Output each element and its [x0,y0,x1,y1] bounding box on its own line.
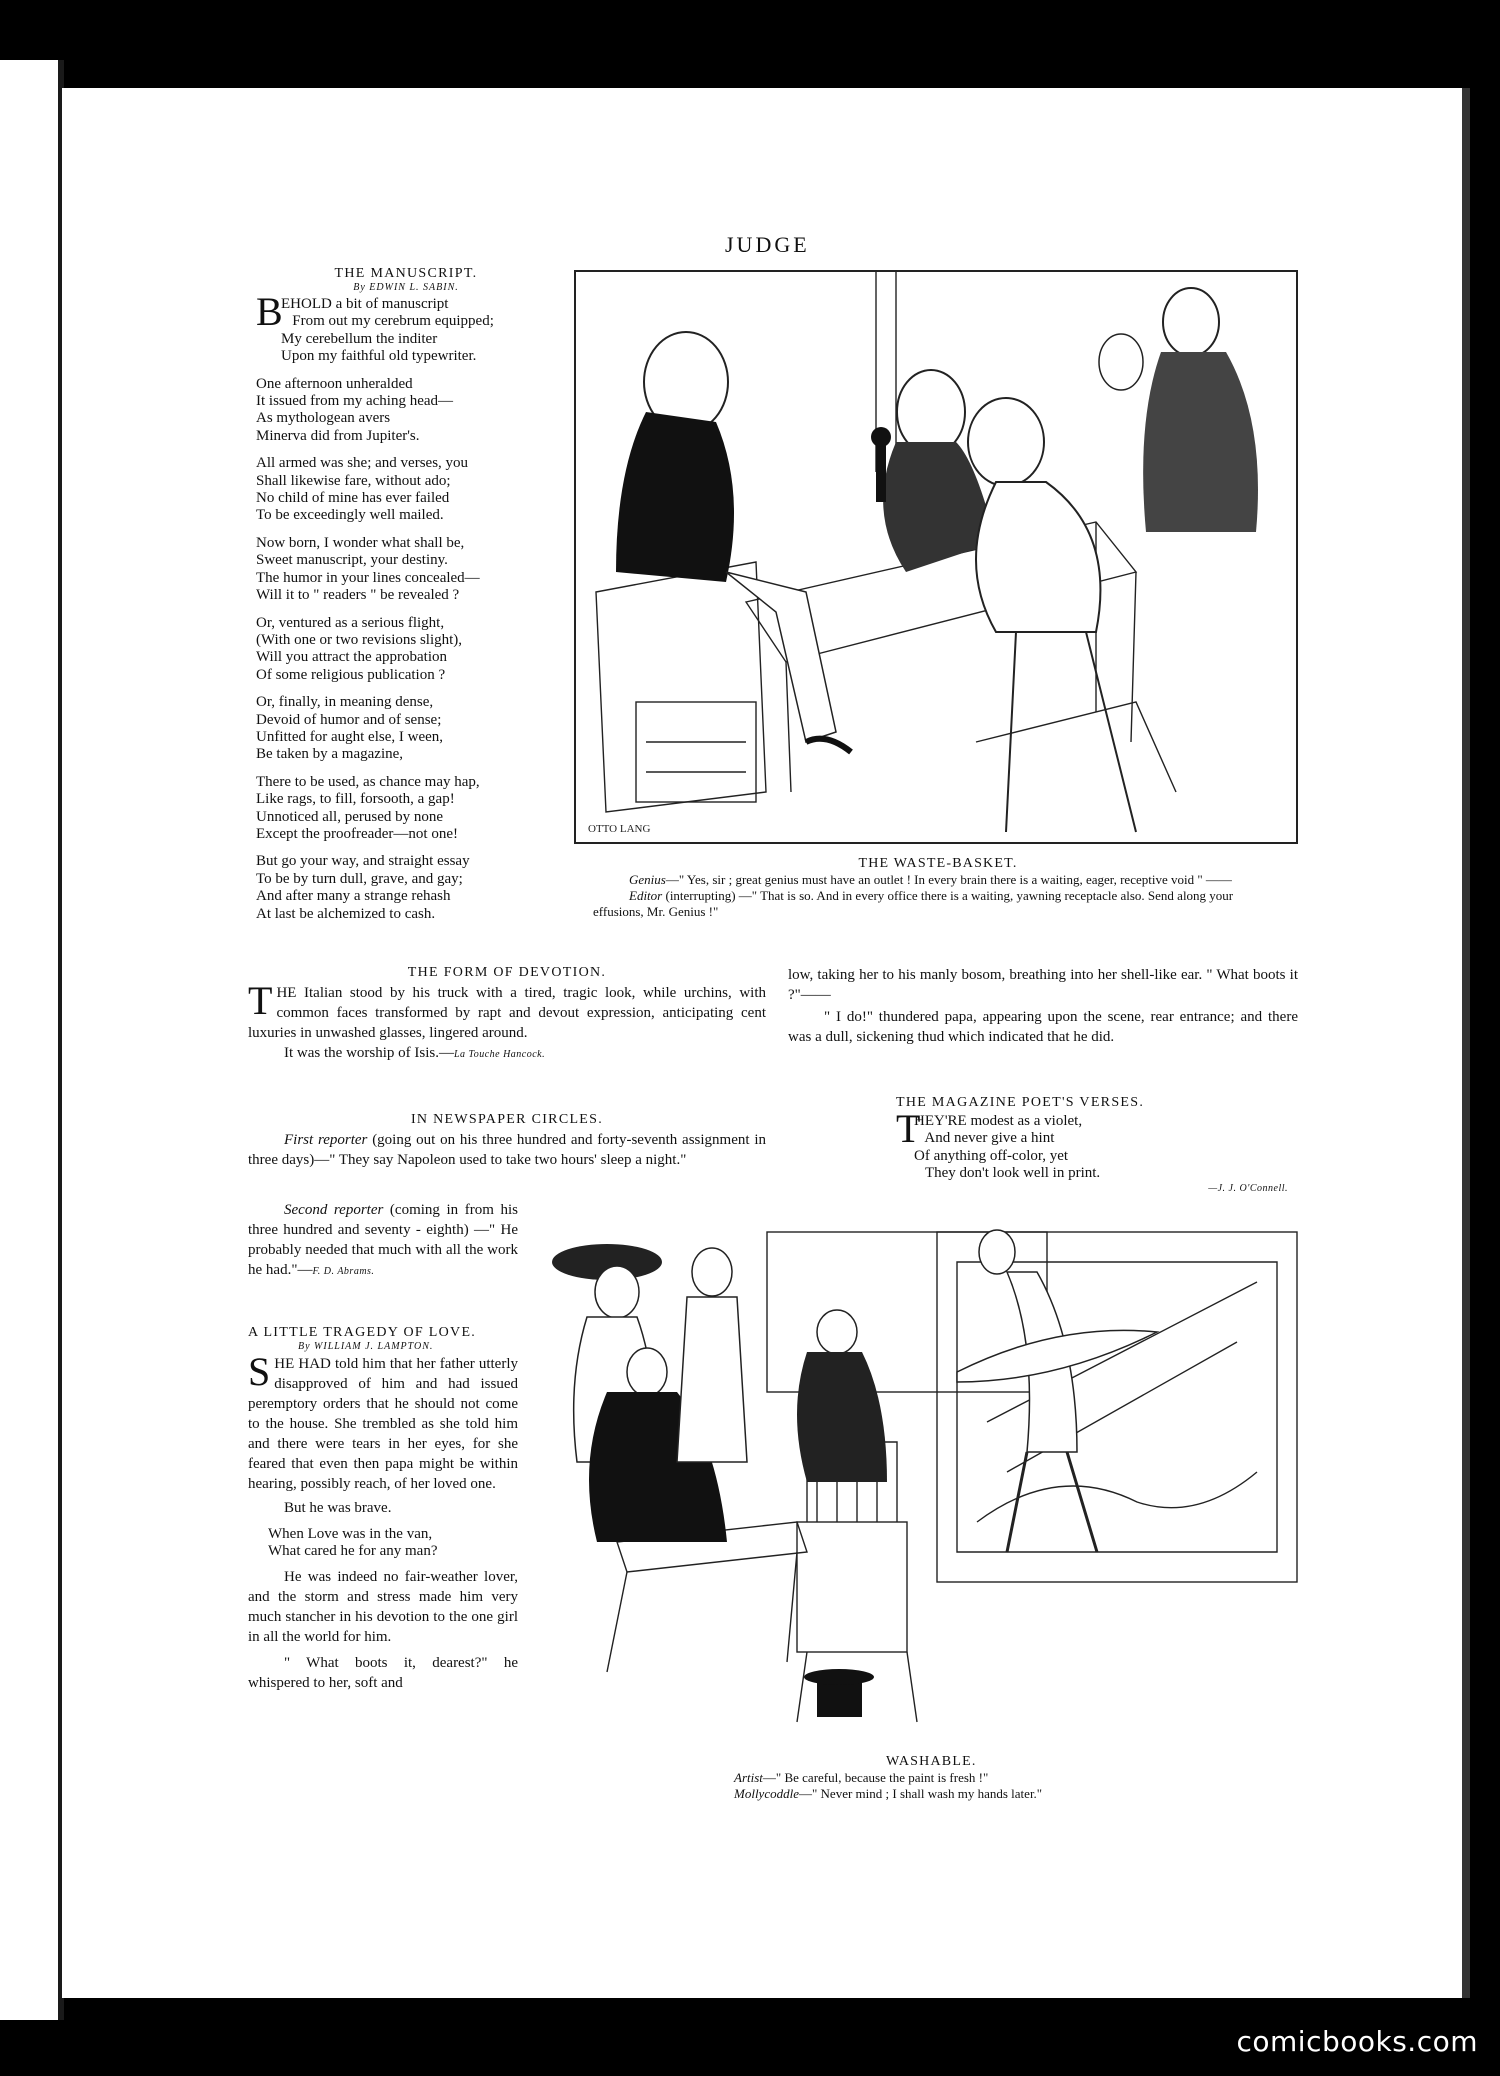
speaker-label: Mollycoddle [734,1786,799,1801]
dialogue-text: —" Be careful, because the paint is fresh !" [762,1770,989,1785]
paragraph: low, taking her to his manly bosom, breathing into her shell-like ear. " What boots it ?"—— [788,967,1298,1003]
poet-stanza [896,1106,1296,1183]
paragraph-closing [248,1043,766,1065]
caption-title: THE WASTE-BASKET. [858,856,1018,871]
caption-dialogue-mollycoddle [734,1786,1134,1802]
paragraph-text: (coming in from his three hundred and seventy - eighth) —" He probably needed that much with all the work he had."— [248,1202,518,1278]
speaker-label: First reporter [284,1132,368,1148]
article-title: IN NEWSPAPER CIRCLES. [410,1112,604,1127]
poem-drop-cap: B [256,289,283,334]
newspaper-article [248,1112,766,1170]
stanza: But go your way, and straight essay To be by turn dull, grave, and gay; And after many a strange rehash At last be alchemized to cash. [256,853,470,922]
dialogue-text: —" Yes, sir ; great genius must have an outlet ! In every brain there is a waiting, eager, receptive void " —— [665,872,1232,887]
article-byline: By WILLIAM J. LAMPTON. [298,1341,434,1352]
tragedy-article-cont [788,965,1298,1047]
speaker-label: Genius [629,872,666,887]
article-title: A LITTLE TRAGEDY OF LOVE. [248,1325,477,1340]
caption-dialogue-artist [734,1770,1134,1786]
speaker-label: Second reporter [284,1202,384,1218]
article-body [248,978,766,1065]
drop-cap: S [248,1349,271,1394]
article-body-cont [788,965,1298,1047]
devotion-article [248,965,766,1065]
speaker-label: Artist [734,1770,763,1785]
caption-dialogue-genius [593,872,1283,888]
stanza: EHOLD a bit of manuscript From out my cerebrum equipped; My cerebellum the inditer Upon my faithful old typewriter. [281,296,494,365]
article-title: THE FORM OF DEVOTION. [407,965,607,980]
inset-verse: When Love was in the van, What cared he for any man? [268,1526,438,1560]
closing-text: It was the worship of Isis.— [284,1045,454,1061]
paragraph [248,1130,766,1170]
stanza: There to be used, as chance may hap, Like rags, to fill, forsooth, a gap! Unnoticed all, perused by none Except the proofreader—not one! [256,773,480,842]
paragraph: HE HAD told him that her father utterly disapproved of him and had issued peremptory orders that he should not come to the house. She trembled as she told him and there were tears in her eyes, for she feared that even then papa might be within hearing, possibly reach, of her loved one. [248,1356,518,1492]
manuscript-poem [256,266,556,933]
drop-cap: T [896,1106,921,1151]
left-page-edge [0,60,60,2020]
stanza: Or, finally, in meaning dense, Devoid of humor and of sense; Unfitted for aught else, I ween, Be taken by a magazine, [256,694,444,763]
poem-byline: By EDWIN L. SABIN. [353,282,459,293]
dialogue-text: (interrupting) —" That is so. And in every office there is a waiting, yawning receptacle also. Send along your effusions, Mr. Genius !" [593,888,1234,919]
stanza: All armed was she; and verses, you Shall likewise fare, without ado; No child of mine has ever failed To be exceedingly well mailed. [256,455,469,524]
artist-signature: OTTO LANG [588,823,651,835]
masthead: JUDGE [725,232,810,257]
caption-title: WASHABLE. [886,1754,977,1769]
waste-basket-caption [593,856,1283,920]
washable-caption [734,1754,1134,1802]
paragraph: " I do!" thundered papa, appearing upon the scene, rear entrance; and there was a dull, sickening thud which indicated that he did. [788,1009,1298,1045]
credit: F. D. Abrams. [312,1266,375,1277]
paragraph [248,1200,518,1282]
poet-verses [896,1095,1296,1194]
paragraph: He was indeed no fair-weather lover, and the storm and stress made him very much stancher in his devotion to the one girl in all the world for him. [248,1568,518,1645]
stanza: One afternoon unheralded It issued from my aching head— As mythologean avers Minerva did from Jupiter's. [256,375,454,444]
stanza: Or, ventured as a serious flight, (With one or two revisions slight), Will you attract the approbation Of some religious publication ? [256,614,463,683]
waste-basket-illustration [574,270,1298,844]
verse-text: HEY'RE modest as a violet, And never give a hint Of anything off-color, yet They don't look well in print. [914,1113,1101,1182]
dialogue-text: —" Never mind ; I shall wash my hands later." [798,1786,1043,1801]
poem-first-stanza [256,289,556,366]
right-page-edge [1462,88,1470,1998]
caption-dialogue-editor [593,888,1283,920]
drop-cap: T [248,978,273,1023]
tragedy-article [248,1325,518,1693]
newspaper-article-cont [248,1200,518,1282]
paragraph: " What boots it, dearest?" he whispered to her, soft and [248,1654,518,1691]
article-title: THE MAGAZINE POET'S VERSES. [896,1095,1145,1110]
stanza: Now born, I wonder what shall be, Sweet manuscript, your destiny. The humor in your lines concealed— Will it to " readers " be revealed ? [256,534,480,604]
paragraph-text: (going out on his three hundred and forty-seventh assignment in three days)—" They say Napoleon used to take two hours' sleep a night." [248,1132,766,1168]
poem-title: THE MANUSCRIPT. [334,266,478,281]
article-body [248,1349,518,1693]
paragraph: HE Italian stood by his truck with a tired, tragic look, while urchins, with common faces transformed by rapt and devout expression, anticipating cent luxuries in unwashed glasses, lingered around. [248,985,766,1041]
paragraph: But he was brave. [284,1500,392,1516]
speaker-label: Editor [629,888,663,903]
credit: —J. J. O'Connell. [1208,1182,1288,1194]
watermark: comicbooks.com [1236,2025,1478,2058]
washable-illustration [537,1222,1305,1742]
credit: La Touche Hancock. [453,1049,546,1060]
